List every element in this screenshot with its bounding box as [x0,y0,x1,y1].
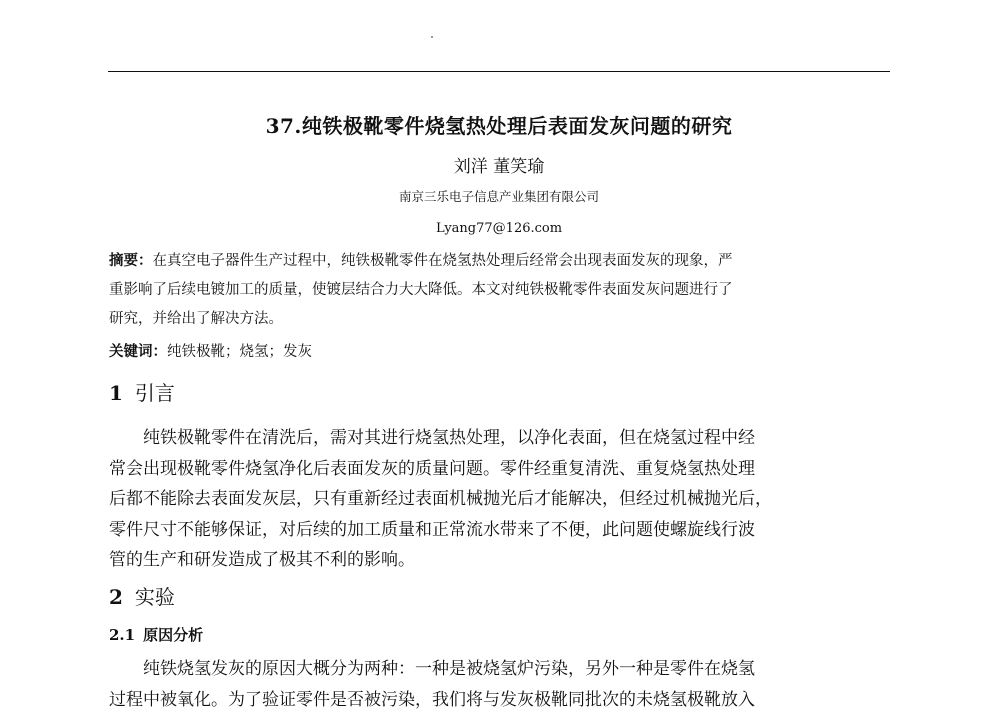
abstract-label: 摘要： [109,252,153,269]
paragraph-line: 纯铁烧氢发灰的原因大概分为两种：一种是被烧氢炉污染，另外一种是零件在烧氢 [109,654,889,685]
paper-affiliation: 南京三乐电子信息产业集团有限公司 [108,188,890,206]
paragraph-line: 管的生产和研发造成了极其不利的影响。 [109,545,889,576]
abstract [109,246,889,334]
abstract-line-3: 研究，并给出了解决方法。 [109,305,889,334]
section-heading-experiment [109,583,175,611]
paragraph-line: 后都不能除去表面发灰层，只有重新经过表面机械抛光后才能解决，但经过机械抛光后， [109,484,889,515]
subsection-heading-cause-analysis [109,624,203,646]
introduction-body [109,423,889,576]
paper-title: 37.纯铁极靴零件烧氢热处理后表面发灰问题的研究 [108,112,890,140]
subsection-title: 原因分析 [143,626,203,644]
author-email: Lyang77@126.com [108,220,890,238]
keywords-label: 关键词： [109,343,167,360]
abstract-text-1: 在真空电子器件生产过程中，纯铁极靴零件在烧氢热处理后经常会出现表面发灰的现象，严 [153,253,733,269]
abstract-line-2: 重影响了后续电镀加工的质量，使镀层结合力大大降低。本文对纯铁极靴零件表面发灰问题进行了 [109,276,889,305]
paragraph-line: 纯铁极靴零件在清洗后，需对其进行烧氢热处理，以净化表面，但在烧氢过程中经 [109,423,889,454]
paragraph-line: 过程中被氧化。为了验证零件是否被污染，我们将与发灰极靴同批次的未烧氢极靴放入 [109,685,889,715]
paragraph-line: 零件尺寸不能够保证，对后续的加工质量和正常流水带来了不便，此问题使螺旋线行波 [109,515,889,546]
subsection-number: 2.1 [109,626,135,644]
paragraph-line: 常会出现极靴零件烧氢净化后表面发灰的质量问题。零件经重复清洗、重复烧氢热处理 [109,454,889,485]
section-number: 1 [109,381,123,405]
header-rule [108,71,890,72]
section-title: 引言 [135,381,175,405]
paper-authors: 刘洋 董笑瑜 [108,155,890,179]
keywords [109,337,889,367]
cause-analysis-body [109,654,889,715]
section-number: 2 [109,585,123,609]
keywords-text: 纯铁极靴；烧氢；发灰 [167,344,312,360]
scan-speck [431,36,433,38]
section-title: 实验 [135,585,175,609]
abstract-line-1 [109,246,889,276]
section-heading-introduction [109,379,175,407]
